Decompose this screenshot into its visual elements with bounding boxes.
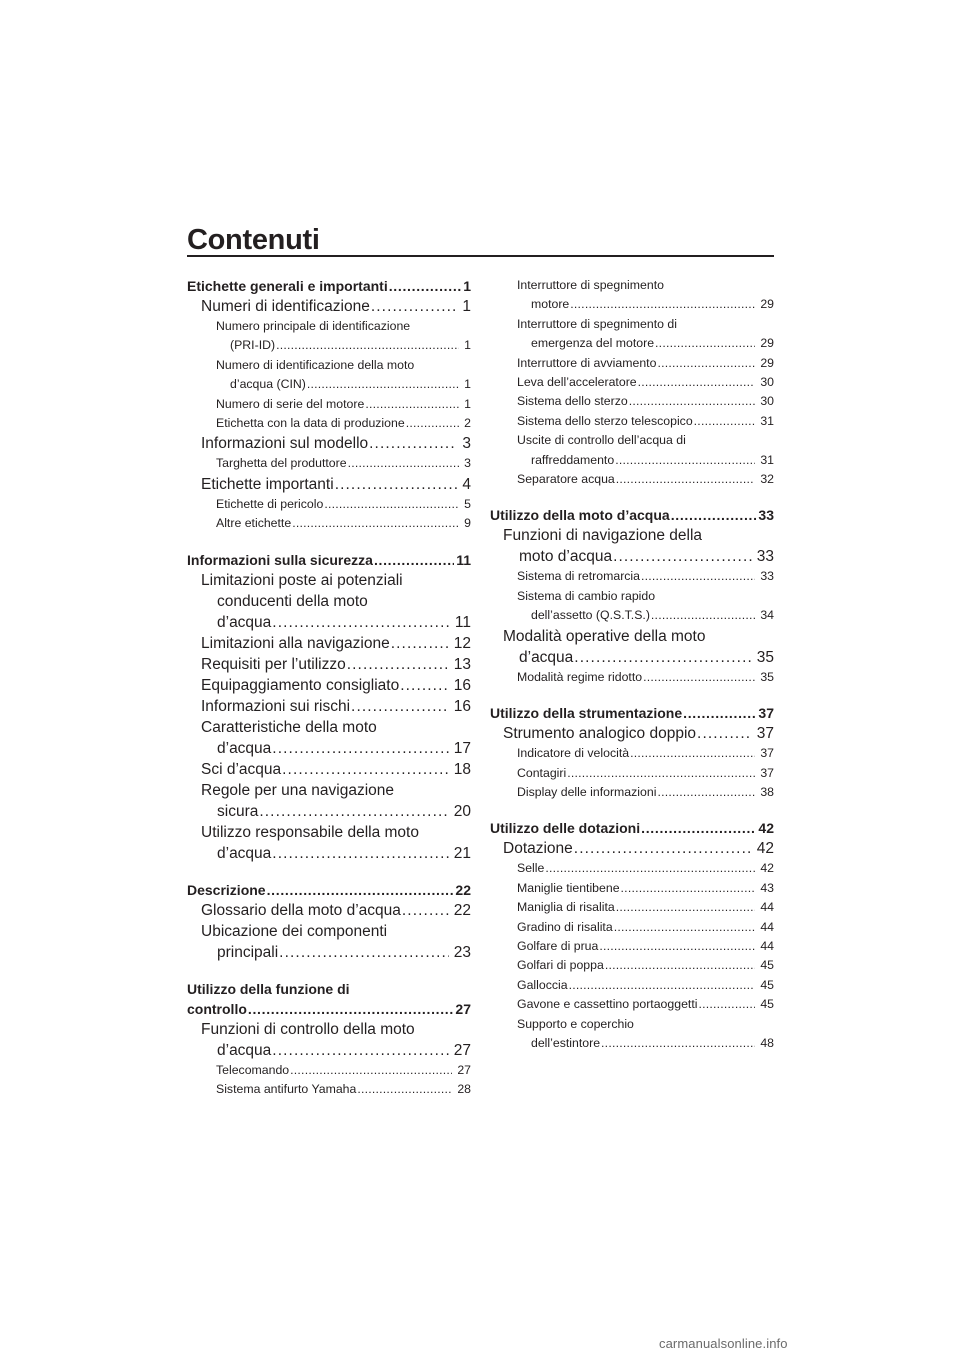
toc-entry-level-1[interactable] (187, 276, 471, 296)
toc-entry-title: controllo (187, 1000, 247, 1017)
dot-leader (402, 900, 449, 921)
toc-page-number: 33 (760, 569, 774, 584)
dot-leader (365, 395, 459, 414)
toc-entry-title: motore (531, 297, 570, 312)
toc-entry-level-3[interactable] (490, 783, 774, 802)
toc-page-number: 43 (760, 880, 774, 895)
dot-leader (651, 606, 755, 625)
toc-page-number: 29 (760, 297, 774, 312)
toc-entry-title: Interruttore di avviamento (517, 355, 657, 370)
dot-leader (683, 703, 756, 723)
toc-page-number: 27 (453, 1041, 471, 1059)
dot-leader (574, 838, 752, 859)
toc-entry-level-3[interactable] (187, 317, 471, 356)
dot-leader (347, 654, 449, 675)
dot-leader (290, 1061, 452, 1080)
toc-entry-title: conducenti della moto (217, 592, 368, 610)
toc-entry-level-1[interactable] (187, 550, 471, 570)
toc-entry-level-3[interactable] (187, 414, 471, 433)
toc-entry-level-2[interactable] (187, 780, 471, 822)
toc-entry-title: Funzioni di controllo della moto (201, 1020, 415, 1038)
toc-entry-title: Limitazioni poste ai potenziali (201, 571, 403, 589)
dot-leader (406, 414, 459, 433)
toc-entry-title: Equipaggiamento consigliato (201, 676, 400, 694)
toc-page-number: 22 (455, 881, 471, 898)
toc-entry-level-2[interactable] (490, 626, 774, 668)
dot-leader (272, 1040, 448, 1061)
toc-entry-title: Sistema dello sterzo telescopico (517, 413, 693, 428)
toc-entry-title: Utilizzo della funzione di (187, 980, 350, 997)
toc-entry-title: Display delle informazioni (517, 784, 657, 799)
toc-entry-title: Altre etichette (216, 516, 292, 531)
toc-entry-level-3[interactable] (490, 976, 774, 995)
toc-page-number: 30 (760, 394, 774, 409)
toc-entry-title: Ubicazione dei componenti (201, 922, 388, 940)
toc-entry-level-1[interactable] (490, 818, 774, 838)
toc-page-number: 30 (760, 375, 774, 390)
dot-leader (657, 783, 755, 802)
toc-entry-title: d’acqua (217, 844, 272, 862)
dot-leader (655, 334, 755, 353)
toc-entry-level-3[interactable] (490, 859, 774, 878)
toc-entry-level-3[interactable] (490, 431, 774, 470)
toc-page-number: 1 (462, 298, 471, 315)
dot-leader (621, 879, 756, 898)
toc-entry-title: Utilizzo della strumentazione (490, 705, 683, 722)
dot-leader (259, 801, 448, 822)
dot-leader (272, 612, 450, 633)
toc-page-number: 11 (456, 551, 471, 568)
toc-entry-title: dell’estintore (531, 1035, 601, 1050)
toc-entry-title: Numeri di identificazione (201, 298, 370, 315)
dot-leader (371, 296, 458, 317)
dot-leader (671, 505, 757, 525)
toc-entry-level-1[interactable] (490, 703, 774, 723)
dot-leader (374, 550, 454, 570)
dot-leader (698, 995, 755, 1014)
toc-page-number: 31 (760, 452, 774, 467)
toc-entry-title: raffreddamento (531, 452, 615, 467)
toc-page-number: 29 (760, 355, 774, 370)
toc-page-number: 4 (462, 475, 471, 493)
toc-page-number: 27 (455, 1000, 471, 1017)
toc-entry-level-2[interactable] (187, 570, 471, 633)
dot-leader (335, 474, 458, 495)
dot-leader (657, 354, 755, 373)
dot-leader (569, 976, 756, 995)
dot-leader (276, 336, 459, 355)
toc-page-number: 22 (453, 901, 471, 919)
toc-entry-level-1[interactable] (187, 880, 471, 900)
toc-entry-title: Golfari di poppa (517, 958, 604, 973)
toc-page-number: 3 (464, 456, 471, 471)
toc-entry-level-3[interactable] (187, 1061, 471, 1080)
toc-entry-title: Indicatore di velocità (517, 746, 630, 761)
toc-page-number: 37 (758, 705, 774, 722)
toc-entry-title: Sci d’acqua (201, 760, 282, 778)
toc-entry-title: Caratteristiche della moto (201, 718, 377, 736)
toc-entry-level-2[interactable] (187, 433, 471, 454)
dot-leader (567, 764, 755, 783)
dot-leader (545, 859, 755, 878)
dot-leader (605, 956, 755, 975)
toc-entry-title: Numero di serie del motore (216, 396, 365, 411)
toc-page-number: 45 (760, 977, 774, 992)
dot-leader (389, 276, 461, 296)
toc-page-number: 1 (464, 338, 471, 353)
toc-page-number: 42 (758, 820, 774, 837)
toc-entry-level-3[interactable] (490, 354, 774, 373)
dot-leader (292, 514, 459, 533)
toc-entry-title: Glossario della moto d’acqua (201, 901, 401, 919)
dot-leader (351, 696, 449, 717)
dot-leader (391, 633, 449, 654)
dot-leader (643, 668, 755, 687)
toc-entry-level-2[interactable] (187, 474, 471, 495)
toc-entry-title: Maniglie tientibene (517, 880, 620, 895)
toc-page-number: 23 (453, 943, 471, 961)
toc-entry-level-3[interactable] (187, 454, 471, 473)
toc-entry-title: d’acqua (CIN) (230, 377, 306, 392)
toc-entry-level-3[interactable] (490, 412, 774, 431)
toc-entry-level-3[interactable] (187, 514, 471, 533)
toc-entry-title: Contagiri (517, 765, 567, 780)
toc-page-number: 9 (464, 516, 471, 531)
toc-page-number: 44 (760, 919, 774, 934)
toc-entry-level-3[interactable] (490, 1015, 774, 1054)
toc-page-number: 33 (756, 548, 774, 566)
toc-page-number: 21 (453, 844, 471, 862)
toc-entry-title: Uscite di controllo dell’acqua di (517, 433, 686, 448)
dot-leader (348, 454, 460, 473)
toc-entry-title: Sistema dello sterzo (517, 394, 628, 409)
toc-entry-level-3[interactable] (490, 879, 774, 898)
toc-entry-title: Sistema di retromarcia (517, 569, 641, 584)
toc-entry-level-2[interactable] (490, 838, 774, 859)
toc-entry-title: Leva dell’acceleratore (517, 375, 637, 390)
toc-entry-title: sicura (217, 802, 259, 820)
toc-column-left (187, 276, 471, 1099)
toc-entry-title: d’acqua (519, 648, 574, 666)
toc-entry-level-2[interactable] (187, 654, 471, 675)
toc-entry-title: d’acqua (217, 613, 272, 631)
toc-page-number: 42 (760, 861, 774, 876)
dot-leader (629, 392, 756, 411)
toc-page-number: 34 (760, 608, 774, 623)
toc-entry-level-3[interactable] (490, 918, 774, 937)
toc-page-number: 44 (760, 938, 774, 953)
toc-entry-level-2[interactable] (187, 296, 471, 317)
dot-leader (616, 470, 756, 489)
toc-page-number: 2 (464, 416, 471, 431)
toc-entry-title: Interruttore di spegnimento di (517, 316, 677, 331)
toc-entry-title: moto d’acqua (519, 548, 613, 566)
toc-entry-title: d’acqua (217, 1041, 272, 1059)
toc-entry-level-2[interactable] (187, 696, 471, 717)
toc-entry-level-2[interactable] (490, 723, 774, 744)
toc-entry-title: Gavone e cassettino portaoggetti (517, 997, 698, 1012)
toc-page-number: 5 (464, 496, 471, 511)
toc-entry-title: Targhetta del produttore (216, 456, 347, 471)
toc-entry-level-3[interactable] (490, 937, 774, 956)
toc-entry-level-3[interactable] (490, 587, 774, 626)
toc-entry-title: Utilizzo delle dotazioni (490, 820, 641, 837)
toc-page-number: 1 (463, 278, 471, 294)
toc-entry-level-2[interactable] (187, 1019, 471, 1061)
toc-entry-title: Etichette importanti (201, 475, 334, 493)
toc-entry-title: Supporto e coperchio (517, 1016, 634, 1031)
dot-leader (324, 495, 459, 514)
dot-leader (601, 1034, 755, 1053)
toc-entry-title: Informazioni sul modello (201, 435, 369, 453)
toc-entry-title: (PRI-ID) (230, 338, 276, 353)
toc-page-number: 3 (462, 435, 471, 453)
dot-leader (369, 433, 457, 454)
toc-entry-title: Etichette generali e importanti (187, 278, 388, 294)
toc-page-number: 18 (453, 760, 471, 778)
toc-entry-title: Descrizione (187, 881, 266, 898)
dot-leader (638, 373, 756, 392)
toc-entry-level-3[interactable] (490, 898, 774, 917)
toc-entry-title: Etichetta con la data di produzione (216, 416, 405, 431)
toc-entry-level-2[interactable] (187, 717, 471, 759)
toc-entry-title: emergenza del motore (531, 336, 655, 351)
dot-leader (641, 567, 755, 586)
dot-leader (616, 898, 756, 917)
toc-page-number: 11 (454, 613, 471, 631)
dot-leader (614, 918, 756, 937)
toc-page-number: 28 (457, 1082, 471, 1097)
toc-entry-title: Informazioni sui rischi (201, 697, 351, 715)
toc-entry-title: Funzioni di navigazione della (503, 527, 703, 545)
page-title: Contenuti (187, 224, 320, 256)
toc-page-number: 37 (756, 725, 774, 743)
toc-page-number: 31 (760, 413, 774, 428)
toc-entry-level-3[interactable] (490, 956, 774, 975)
dot-leader (615, 451, 755, 470)
watermark-text: carmanualsonline.info (659, 1336, 788, 1351)
toc-page-number: 45 (760, 958, 774, 973)
toc-page-number: 29 (760, 336, 774, 351)
toc-entry-level-2[interactable] (187, 675, 471, 696)
toc-entry-title: Telecomando (216, 1062, 290, 1077)
toc-entry-level-3[interactable] (187, 495, 471, 514)
toc-page-number: 20 (453, 802, 471, 820)
toc-entry-title: Modalità regime ridotto (517, 669, 643, 684)
toc-entry-level-2[interactable] (187, 822, 471, 864)
toc-entry-title: Maniglia di risalita (517, 900, 615, 915)
toc-page-number: 45 (760, 997, 774, 1012)
dot-leader (574, 647, 751, 668)
toc-entry-level-3[interactable] (490, 995, 774, 1014)
toc-entry-title: principali (217, 943, 279, 961)
toc-page-number: 16 (453, 697, 471, 715)
toc-entry-title: dell’assetto (Q.S.T.S.) (531, 608, 650, 623)
dot-leader (267, 880, 454, 900)
toc-entry-level-3[interactable] (490, 315, 774, 354)
toc-entry-title: Etichette di pericolo (216, 496, 324, 511)
toc-page-number: 12 (453, 634, 471, 652)
toc-page-number: 44 (760, 900, 774, 915)
toc-entry-title: Numero di identificazione della moto (216, 357, 415, 372)
toc-page-number: 37 (760, 765, 774, 780)
toc-entry-level-3[interactable] (490, 764, 774, 783)
dot-leader (570, 295, 755, 314)
toc-page-number: 32 (760, 472, 774, 487)
toc-entry-title: Dotazione (503, 840, 573, 858)
toc-entry-level-3[interactable] (490, 668, 774, 687)
toc-entry-level-1[interactable] (490, 505, 774, 525)
toc-entry-level-1[interactable] (187, 979, 471, 1019)
toc-entry-title: Numero principale di identificazione (216, 319, 411, 333)
toc-entry-title: Informazioni sulla sicurezza (187, 551, 373, 568)
toc-entry-level-2[interactable] (187, 900, 471, 921)
dot-leader (272, 843, 448, 864)
toc-page-number: 35 (760, 669, 774, 684)
toc-entry-title: Regole per una navigazione (201, 781, 395, 799)
toc-page-number: 13 (453, 655, 471, 673)
dot-leader (613, 546, 752, 567)
dot-leader (400, 675, 449, 696)
toc-entry-level-3[interactable] (187, 1080, 471, 1099)
toc-page-number: 17 (453, 739, 471, 757)
dot-leader (357, 1080, 452, 1099)
toc-entry-title: Limitazioni alla navigazione (201, 634, 390, 652)
toc-entry-title: Golfare di prua (517, 938, 599, 953)
dot-leader (248, 999, 454, 1019)
toc-page-number: 48 (760, 1035, 774, 1050)
toc-entry-level-3[interactable] (490, 744, 774, 763)
dot-leader (694, 412, 756, 431)
toc-entry-title: Modalità operative della moto (503, 627, 706, 645)
toc-entry-title: Strumento analogico doppio (503, 725, 697, 743)
dot-leader (599, 937, 755, 956)
toc-entry-level-3[interactable] (187, 356, 471, 395)
dot-leader (641, 818, 756, 838)
toc-entry-title: Gradino di risalita (517, 919, 613, 934)
toc-entry-title: Utilizzo responsabile della moto (201, 823, 419, 841)
toc-page-number: 42 (756, 840, 774, 858)
toc-page-number: 38 (760, 784, 774, 799)
toc-column-right (490, 276, 774, 1053)
toc-entry-level-2[interactable] (187, 921, 471, 963)
dot-leader (279, 942, 449, 963)
toc-entry-title: Utilizzo della moto d’acqua (490, 507, 670, 524)
dot-leader (282, 759, 449, 780)
dot-leader (307, 375, 459, 394)
toc-entry-title: d’acqua (217, 739, 272, 757)
toc-entry-title: Galloccia (517, 977, 568, 992)
dot-leader (697, 723, 752, 744)
toc-entry-title: Interruttore di spegnimento (517, 278, 664, 292)
dot-leader (272, 738, 448, 759)
toc-page-number: 37 (760, 746, 774, 761)
toc-entry-level-2[interactable] (187, 633, 471, 654)
toc-page-number: 16 (453, 676, 471, 694)
toc-entry-level-2[interactable] (187, 759, 471, 780)
toc-entry-title: Selle (517, 861, 545, 876)
toc-entry-level-3[interactable] (490, 392, 774, 411)
toc-entry-title: Requisiti per l’utilizzo (201, 655, 346, 673)
toc-entry-level-3[interactable] (490, 373, 774, 392)
toc-entry-title: Sistema antifurto Yamaha (216, 1082, 357, 1097)
toc-page-number: 35 (756, 648, 774, 666)
toc-page-number: 27 (457, 1062, 471, 1077)
dot-leader (630, 744, 755, 763)
toc-entry-title: Sistema di cambio rapido (517, 588, 656, 603)
toc-entry-level-3[interactable] (490, 470, 774, 489)
title-divider (187, 255, 774, 257)
toc-page-number: 33 (758, 507, 774, 524)
toc-page-number: 1 (464, 377, 471, 392)
toc-entry-title: Separatore acqua (517, 472, 615, 487)
toc-entry-level-2[interactable] (490, 525, 774, 567)
toc-page-number: 1 (464, 396, 471, 411)
toc-entry-level-3[interactable] (490, 276, 774, 315)
toc-entry-level-3[interactable] (490, 567, 774, 586)
toc-entry-level-3[interactable] (187, 395, 471, 414)
